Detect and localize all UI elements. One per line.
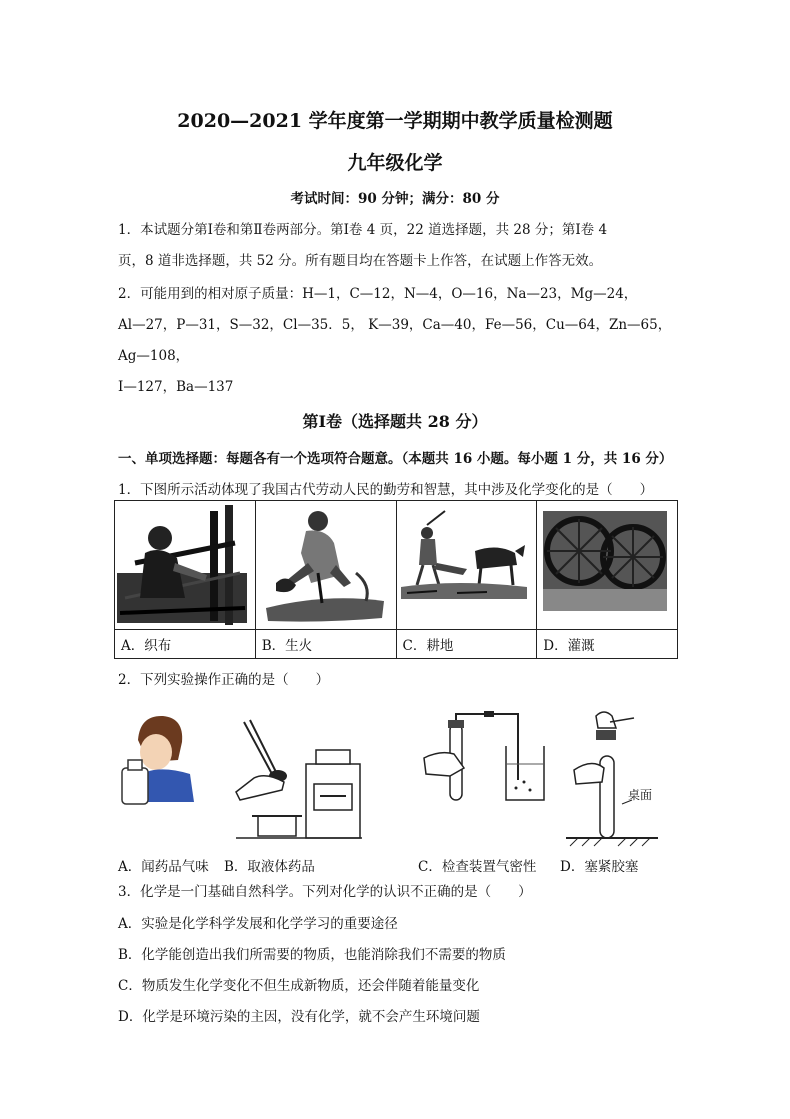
question-1-table — [114, 500, 678, 659]
instruction-line: I—127，Ba—137 — [118, 379, 234, 395]
q3-option-c: C．物质发生化学变化不但生成新物质，还会伴随着能量变化 — [118, 978, 480, 994]
instruction-line: 页，8 道非选择题，共 52 分。所有题目均在答题卡上作答，在试题上作答无效。 — [118, 253, 603, 269]
question-1-stem: 1．下图所示活动体现了我国古代劳动人民的勤劳和智慧，其中涉及化学变化的是（ ） — [118, 482, 654, 498]
q2-image-stopper — [562, 708, 662, 848]
question-2-stem: 2．下列实验操作正确的是（ ） — [118, 672, 330, 688]
instruction-line: Ag—108， — [118, 348, 190, 364]
q2-image-airtightness — [420, 710, 550, 805]
making-fire-illustration — [256, 503, 390, 627]
waterwheel-illustration — [537, 503, 671, 627]
question-3-stem: 3．化学是一门基础自然科学。下列对化学的认识不正确的是（ ） — [118, 884, 532, 900]
q2-option-a: A．闻药品气味 — [118, 859, 209, 875]
instruction-line: Al—27，P—31，S—32，Cl—35．5， K—39，Ca—40，Fe—56，Cu—64，Zn—65， — [118, 317, 672, 333]
part-heading: 一、单项选择题：每题各有一个选项符合题意。（本题共 16 小题。每小题 1 分，共 16 分） — [118, 451, 673, 467]
q2-option-b: B．取液体药品 — [224, 859, 315, 875]
q2-image-dropper — [232, 718, 367, 843]
instruction-line: 1．本试题分第Ⅰ卷和第Ⅱ卷两部分。第Ⅰ卷 4 页，22 道选择题，共 28 分；第Ⅰ卷 4 — [118, 222, 608, 238]
exam-info: 考试时间：90 分钟；满分：80 分 — [290, 191, 500, 207]
desk-label: 桌面 — [628, 788, 653, 802]
q2-option-c: C．检查装置气密性 — [418, 859, 537, 875]
q3-option-b: B．化学能创造出我们所需要的物质，也能消除我们不需要的物质 — [118, 947, 506, 963]
q1-option-d: D．灌溉 — [537, 630, 678, 659]
instruction-line: 2．可能用到的相对原子质量：H—1，C—12，N—4，O—16，Na—23，Mg—24， — [118, 286, 638, 302]
q2-option-d: D．塞紧胶塞 — [560, 859, 639, 875]
q1-option-c: C．耕地 — [396, 630, 537, 659]
weaving-loom-illustration — [115, 503, 249, 627]
q3-option-a: A．实验是化学科学发展和化学学习的重要途径 — [118, 916, 398, 932]
q1-image-weaving — [115, 501, 256, 630]
q1-image-fire — [255, 501, 396, 630]
page-title: 2020—2021 学年度第一学期期中教学质量检测题 — [177, 110, 613, 132]
q2-image-smelling — [118, 710, 198, 805]
section-title: 第Ⅰ卷（选择题共 28 分） — [302, 412, 488, 431]
q1-option-b: B．生火 — [255, 630, 396, 659]
page-subtitle: 九年级化学 — [347, 152, 443, 174]
q1-image-irrigation — [537, 501, 678, 630]
plowing-illustration — [397, 503, 531, 627]
q1-option-a: A．织布 — [115, 630, 256, 659]
q3-option-d: D．化学是环境污染的主因，没有化学，就不会产生环境问题 — [118, 1009, 480, 1025]
q1-image-plowing — [396, 501, 537, 630]
